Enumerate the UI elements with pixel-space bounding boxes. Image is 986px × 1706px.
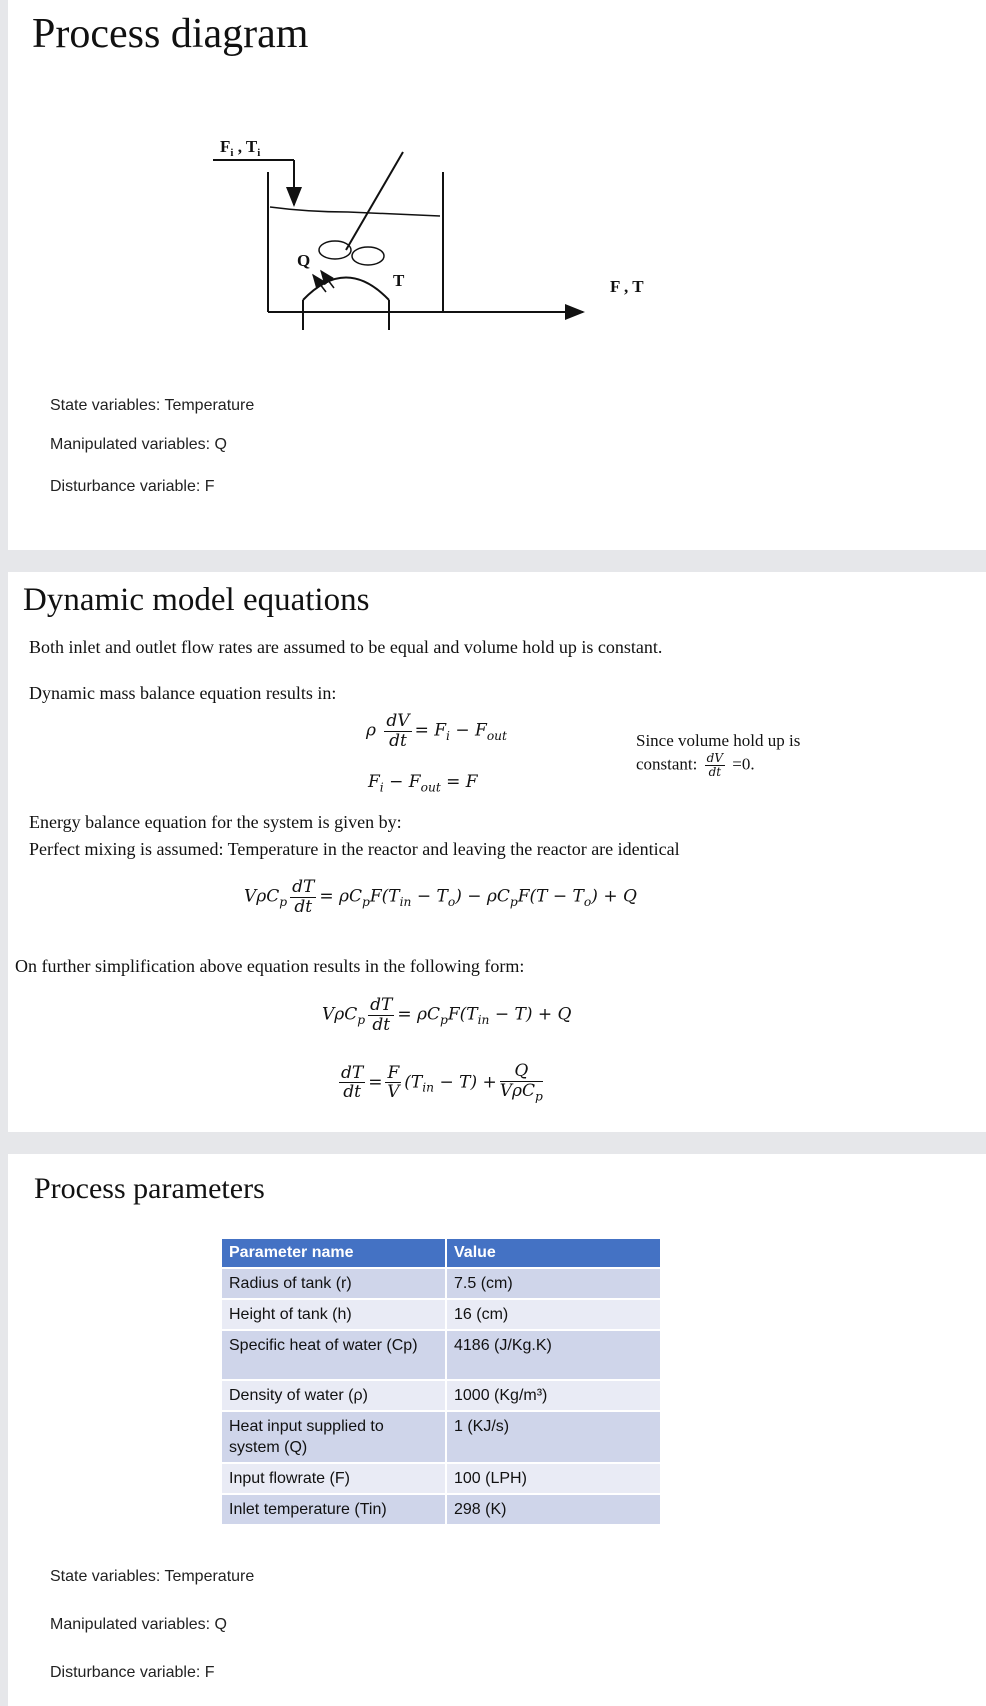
- svg-text:Fi , Ti: $F_i$ , $T_i$: [220, 137, 261, 159]
- dynamic-model-title: Dynamic model equations: [23, 582, 370, 618]
- assumption-text: Both inlet and outlet flow rates are assumed to be equal and volume hold up is constant.: [29, 637, 663, 657]
- outlet-label: F , T: [610, 277, 644, 296]
- heat-input-label: Q: [297, 251, 311, 270]
- table-row: Radius of tank (r) 7.5 (cm): [222, 1268, 661, 1299]
- state-variables-text-2: State variables: Temperature: [50, 1568, 255, 1585]
- table-row: Height of tank (h) 16 (cm): [222, 1299, 661, 1330]
- side-note-line1: Since volume hold up is: [636, 731, 801, 750]
- state-variables-text: State variables: Temperature: [50, 397, 255, 414]
- table-row: Specific heat of water (Cp) 4186 (J/Kg.K): [222, 1330, 661, 1380]
- inlet-temp-label: T: [245, 137, 258, 156]
- mass-balance-intro: Dynamic mass balance equation results in:: [29, 683, 337, 703]
- mass-balance-equation: ρ $\frac{dV}{dt}$ = $F_i - F_{out}$: [366, 711, 507, 751]
- process-diagram-panel: [8, 0, 986, 550]
- liquid-level: [270, 207, 440, 216]
- impeller-blade-right: [352, 247, 384, 265]
- tank-diagram: [8, 0, 986, 340]
- parameters-table: [222, 1239, 662, 1524]
- simplified-equation-2: $\frac{dT}{dt}$ = $\frac{F}{V}$ $(T_{in} - T)$ + $\frac{Q}{V\rho C_p}$: [341, 1061, 543, 1104]
- disturbance-variable-text: Disturbance variable: F: [50, 478, 215, 495]
- table-row: Heat input supplied to system (Q) 1 (KJ/s): [222, 1411, 661, 1463]
- inlet-flow-label: F: [220, 137, 231, 156]
- table-row: Inlet temperature (Tin) 298 (K): [222, 1494, 661, 1524]
- flow-equality-equation: $F_i - F_{out} = F$: [368, 772, 478, 795]
- energy-balance-intro: Energy balance equation for the system is given by:: [29, 812, 402, 832]
- table-header-parameter: Parameter name: [222, 1239, 446, 1268]
- simplified-equation-1: VρC$_p$ $\frac{dT}{dt}$ = $\rho C_pF(T_{in} - T) + Q$: [322, 995, 572, 1035]
- dynamic-model-panel: [8, 572, 986, 1132]
- heater-coil: [303, 278, 389, 301]
- manipulated-variables-text-2: Manipulated variables: Q: [50, 1616, 227, 1633]
- disturbance-variable-text-2: Disturbance variable: F: [50, 1664, 215, 1681]
- process-parameters-title: Process parameters: [34, 1172, 265, 1205]
- table-row: Density of water (ρ) 1000 (Kg/m³): [222, 1380, 661, 1411]
- perfect-mixing-text: Perfect mixing is assumed: Temperature in the reactor and leaving the reactor are identical: [29, 839, 680, 859]
- table-row: Input flowrate (F) 100 (LPH): [222, 1463, 661, 1494]
- stirrer-shaft: [346, 152, 403, 250]
- table-header-value: Value: [446, 1239, 661, 1268]
- process-diagram-title: Process diagram: [32, 11, 309, 57]
- manipulated-variables-text: Manipulated variables: Q: [50, 436, 227, 453]
- simplification-intro: On further simplification above equation results in the following form:: [15, 956, 525, 976]
- side-note-line2: constant: $\frac{dV}{dt}$ =0.: [636, 751, 755, 780]
- process-parameters-panel: [8, 1154, 986, 1706]
- energy-balance-equation: VρC$_p$ $\frac{dT}{dt}$ = $\rho C_pF(T_{in} - T_o) - \rho C_pF(T - T_o) + Q$: [244, 877, 637, 917]
- tank-temp-label: T: [393, 271, 405, 290]
